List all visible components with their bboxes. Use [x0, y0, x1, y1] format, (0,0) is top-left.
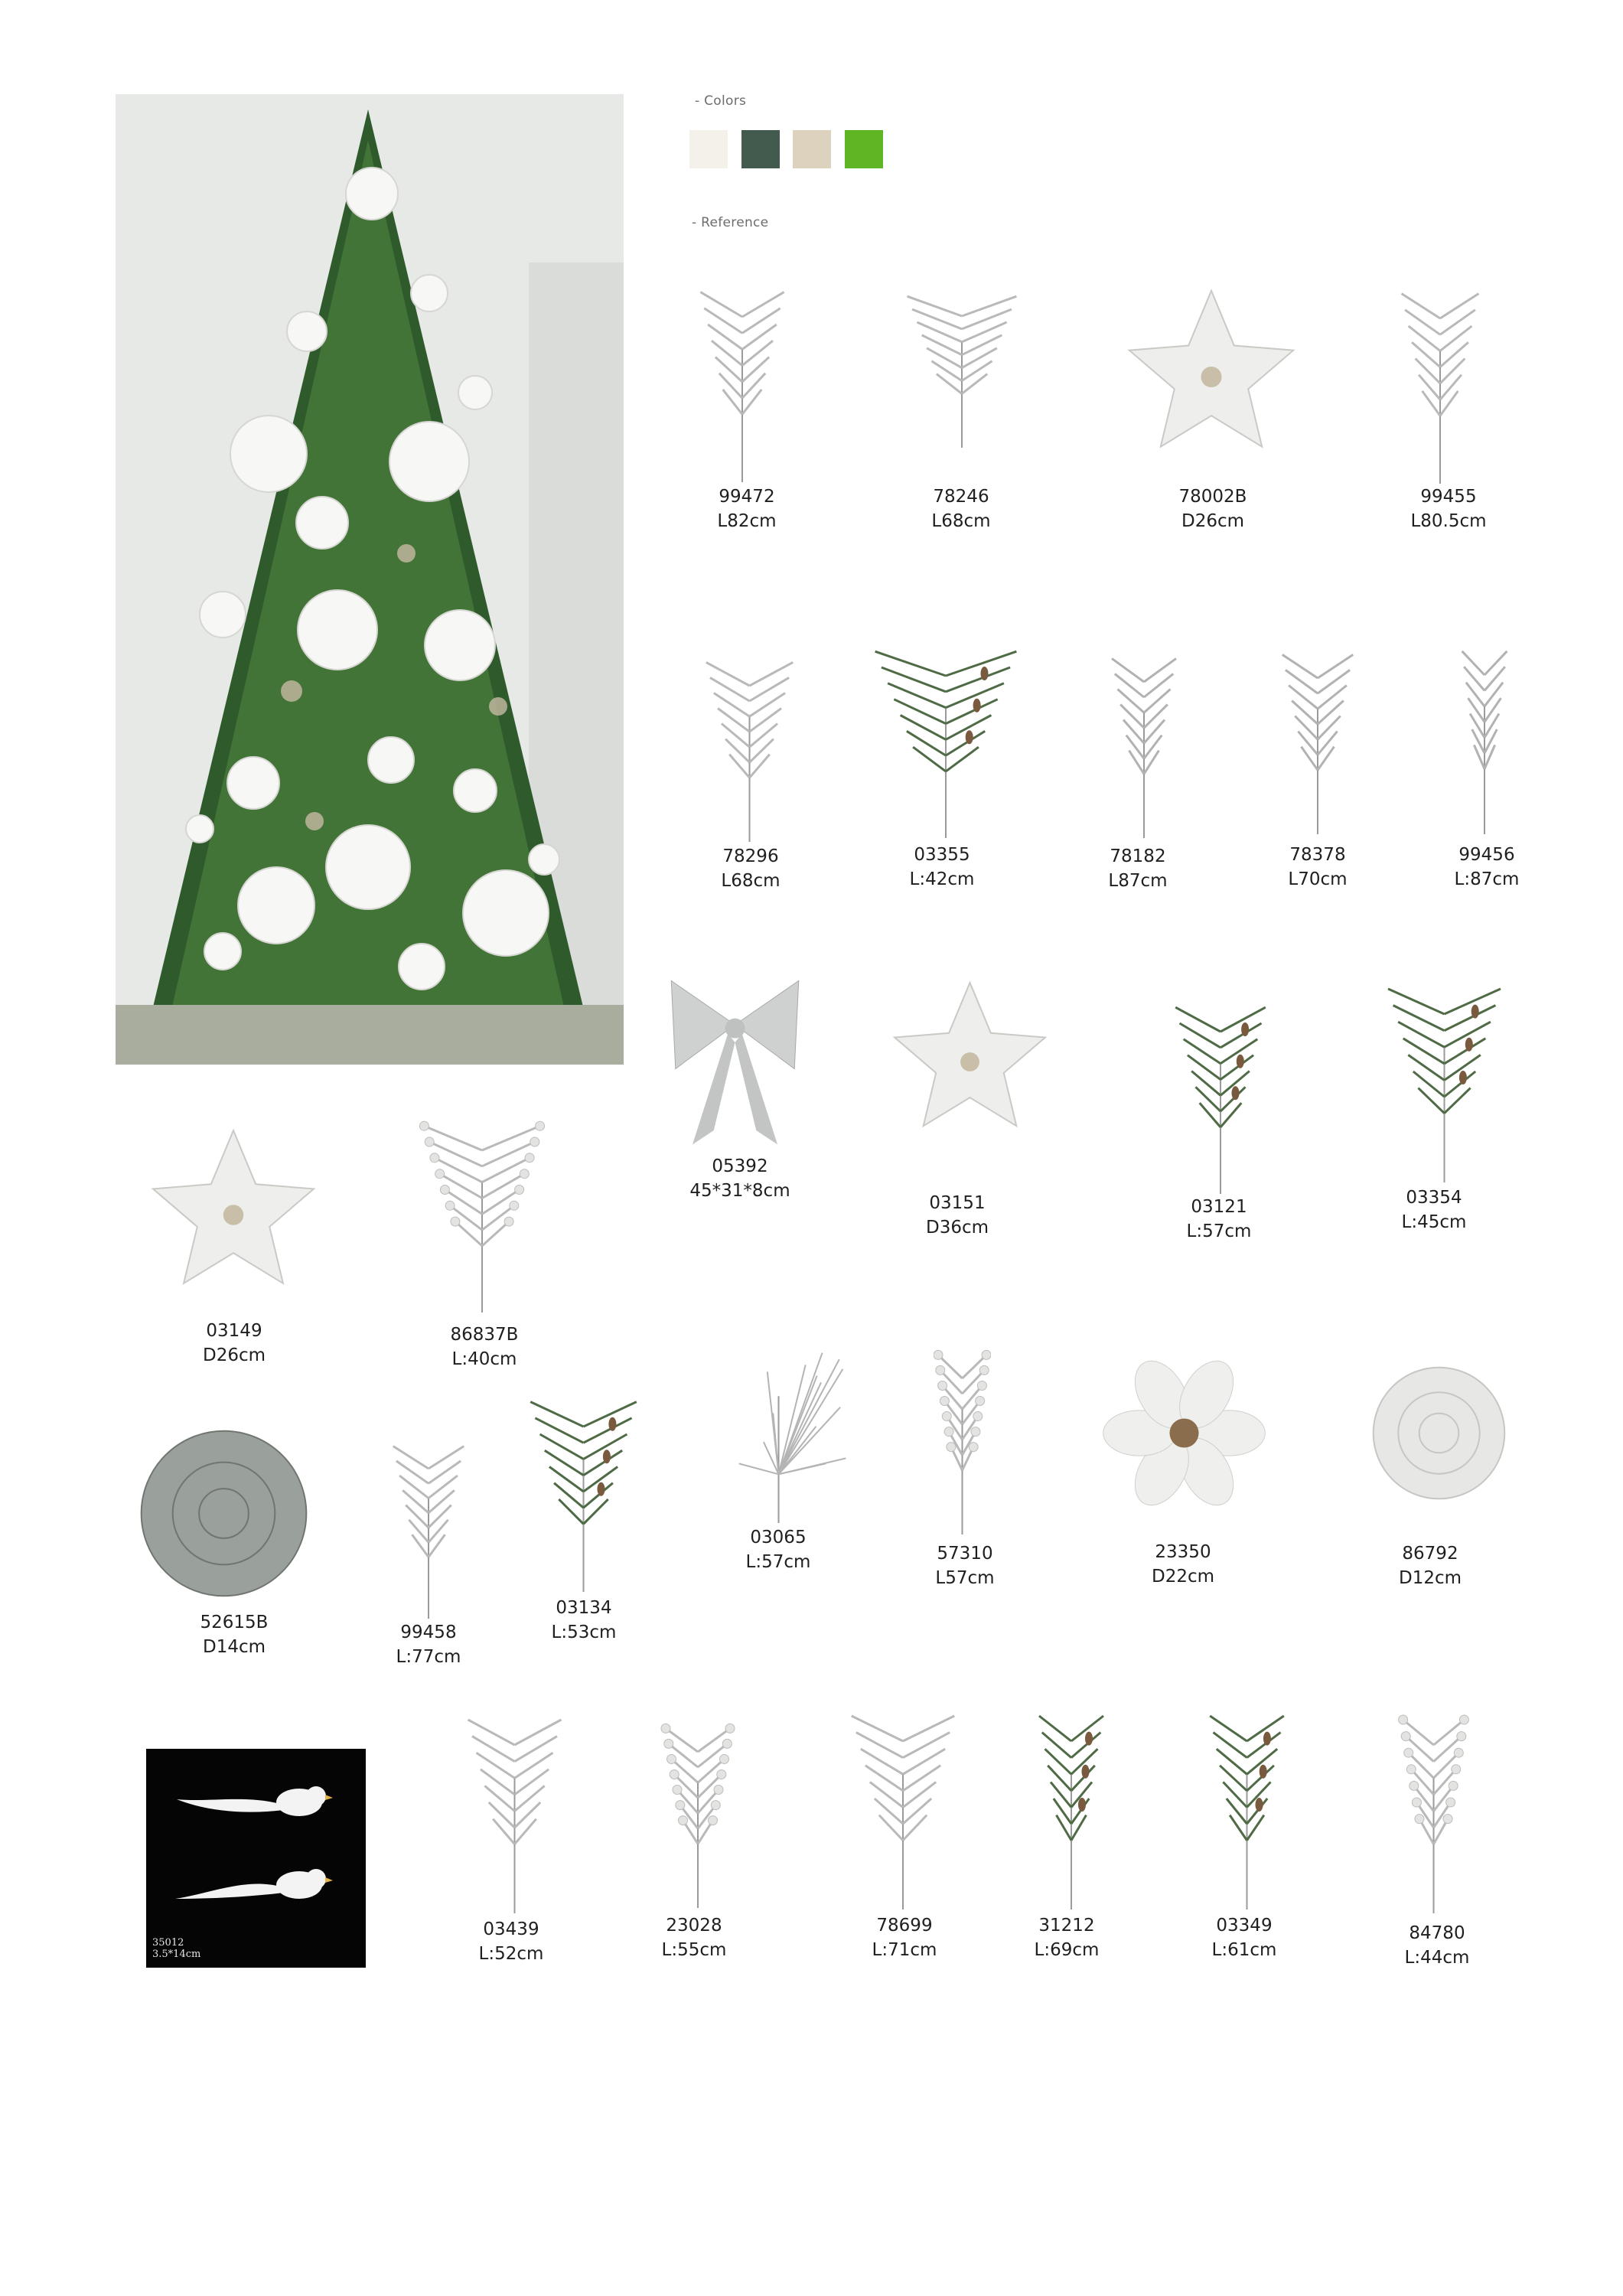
product-label: [850, 843, 1034, 892]
color-swatch-lime-green: [845, 130, 883, 168]
product-image-52615B: [130, 1420, 318, 1607]
product-image-86792: [1361, 1358, 1517, 1508]
product-image-84780: [1397, 1703, 1470, 1913]
product-size: 45*31*8cm: [689, 1181, 790, 1201]
product-image-31212: [1033, 1699, 1110, 1910]
product-image-03354: [1377, 972, 1511, 1182]
product-image-78246: [897, 283, 1027, 448]
product-image-78699: [842, 1699, 964, 1910]
product-image-05392: [664, 972, 806, 1148]
product-code: 03439: [483, 1919, 539, 1939]
product-code: 03134: [556, 1598, 612, 1618]
product-image-57310: [934, 1339, 991, 1534]
color-swatch-ivory: [689, 130, 728, 168]
product-size: L:87cm: [1454, 869, 1520, 889]
product-label: [659, 844, 842, 893]
product-code: 03355: [914, 845, 970, 865]
product-label: [1046, 844, 1230, 893]
product-size: L:44cm: [1404, 1948, 1470, 1968]
product-size: L:77cm: [396, 1647, 461, 1667]
tree-illustration: [116, 94, 624, 1065]
product-label: [865, 1191, 1049, 1240]
color-swatch-dark-green: [741, 130, 780, 168]
product-label: [142, 1610, 326, 1659]
product-code: 86792: [1402, 1544, 1458, 1564]
product-size: L:57cm: [1186, 1221, 1252, 1241]
christmas-tree-photo: [116, 94, 624, 1065]
product-size: L:57cm: [745, 1552, 811, 1572]
product-label: [648, 1154, 832, 1203]
product-label: [873, 1541, 1057, 1590]
product-image-78378: [1276, 639, 1360, 834]
product-image-03151: [865, 976, 1075, 1148]
product-code: 99456: [1458, 845, 1515, 865]
product-label: [419, 1917, 603, 1966]
product-label: [1121, 484, 1305, 533]
product-label: [1345, 1921, 1529, 1970]
product-label: [1127, 1195, 1311, 1244]
product-image-03065: [693, 1328, 865, 1523]
product-code: 84780: [1409, 1923, 1465, 1943]
product-size: L80.5cm: [1410, 511, 1487, 531]
product-label: [142, 1319, 326, 1368]
product-size: L:45cm: [1401, 1212, 1467, 1232]
product-code: 03349: [1216, 1916, 1273, 1936]
product-label: [393, 1322, 576, 1371]
product-label: [813, 1913, 996, 1962]
product-code: 03121: [1191, 1197, 1247, 1217]
product-code: 03149: [206, 1321, 262, 1341]
product-label: [655, 484, 839, 533]
product-code: 03151: [929, 1193, 986, 1213]
product-code: 31212: [1038, 1916, 1095, 1936]
product-code: 23350: [1155, 1542, 1211, 1562]
product-label: [686, 1525, 870, 1574]
product-code: 78296: [722, 846, 779, 866]
product-code: 05392: [712, 1156, 768, 1176]
product-code: 78378: [1289, 845, 1346, 865]
product-code: 78182: [1110, 846, 1166, 866]
product-image-99455: [1394, 277, 1486, 484]
bird-clip-photo: [146, 1749, 366, 1968]
bird-illustration: [146, 1749, 366, 1968]
product-label: [1226, 843, 1410, 892]
product-image-03149: [142, 1121, 325, 1309]
product-image-78002B: [1112, 283, 1311, 471]
product-image-03121: [1167, 991, 1274, 1194]
product-image-78296: [698, 647, 801, 842]
product-code: 23028: [666, 1916, 722, 1936]
product-code: 78699: [876, 1916, 933, 1936]
product-image-78182: [1106, 643, 1182, 838]
product-size: D14cm: [202, 1637, 266, 1657]
product-code: 78246: [933, 487, 989, 507]
colors-section-label: - Colors: [695, 93, 747, 109]
product-image-03439: [459, 1703, 570, 1913]
product-image-99456: [1458, 635, 1511, 834]
product-code: 86837B: [450, 1325, 519, 1345]
product-size: D36cm: [925, 1218, 989, 1238]
product-label: [492, 1596, 676, 1645]
product-size: L:52cm: [478, 1944, 544, 1964]
product-size: L:55cm: [661, 1940, 727, 1960]
product-image-99458: [386, 1431, 471, 1619]
product-label: [1342, 1186, 1526, 1234]
product-size: L57cm: [935, 1568, 995, 1588]
color-swatch-beige: [793, 130, 831, 168]
product-label: [1152, 1913, 1336, 1962]
product-size: L:71cm: [872, 1940, 937, 1960]
product-code: 52615B: [200, 1613, 269, 1632]
product-size: L87cm: [1108, 871, 1168, 891]
product-code: 78002B: [1178, 487, 1247, 507]
product-size: D12cm: [1398, 1568, 1462, 1588]
product-code: 57310: [937, 1544, 993, 1564]
product-image-23028: [660, 1713, 736, 1908]
product-code: 03354: [1406, 1188, 1462, 1208]
product-image-03355: [862, 635, 1030, 838]
product-size: L68cm: [721, 871, 781, 891]
product-size: L:42cm: [909, 869, 975, 889]
product-image-99472: [693, 276, 792, 482]
product-size: L:69cm: [1034, 1940, 1100, 1960]
product-image-86837B: [413, 1110, 551, 1313]
product-code: 03065: [750, 1528, 807, 1548]
product-size: L82cm: [717, 511, 777, 531]
product-size: L:40cm: [451, 1349, 517, 1369]
product-size: D22cm: [1151, 1567, 1215, 1587]
product-label: [1357, 484, 1540, 533]
product-label: [975, 1913, 1159, 1962]
product-size: L70cm: [1288, 869, 1348, 889]
product-code: 99458: [400, 1623, 457, 1642]
product-code: 99472: [719, 487, 775, 507]
product-size: L:61cm: [1211, 1940, 1277, 1960]
reference-section-label: - Reference: [692, 215, 769, 230]
product-size: D26cm: [202, 1345, 266, 1365]
product-label: [1091, 1540, 1275, 1589]
product-size: L68cm: [931, 511, 991, 531]
product-label: [1338, 1541, 1522, 1590]
product-label: [1395, 843, 1579, 892]
product-size: D26cm: [1181, 511, 1245, 531]
bird-code: 35012: [152, 1937, 184, 1949]
product-size: L:53cm: [551, 1623, 617, 1642]
bird-size: 3.5*14cm: [152, 1949, 201, 1960]
product-code: 99455: [1420, 487, 1477, 507]
product-image-03134: [520, 1385, 647, 1592]
product-label: [869, 484, 1053, 533]
product-image-23350: [1087, 1343, 1282, 1523]
product-label: [602, 1913, 786, 1962]
product-image-03349: [1203, 1699, 1291, 1910]
